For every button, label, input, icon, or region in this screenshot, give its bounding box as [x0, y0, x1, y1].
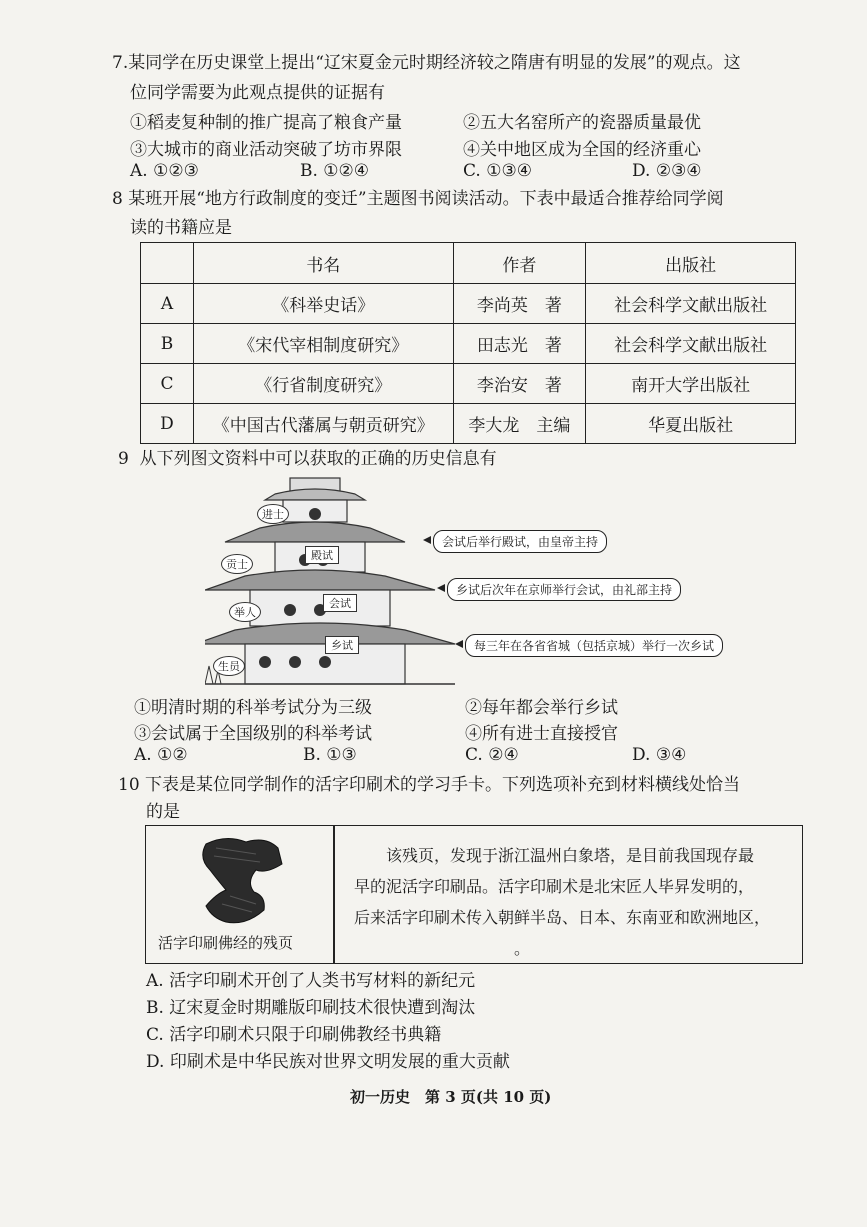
exam-pagoda-diagram [205, 470, 715, 690]
row-label: B [141, 324, 194, 364]
study-card [145, 825, 803, 964]
row-label: D [141, 404, 194, 444]
book-title: 《科举史话》 [193, 284, 453, 324]
q10-option-d: D. 印刷术是中华民族对世界文明发展的重大贡献 [146, 1052, 510, 1072]
q8-stem-line2: 读的书籍应是 [130, 218, 232, 238]
q9-statement-3: ③会试属于全国级别的科举考试 [134, 724, 372, 744]
q9-stem: 9 从下列图文资料中可以获取的正确的历史信息有 [118, 449, 497, 469]
table-header-publisher: 出版社 [586, 243, 796, 284]
card-line-1: 该残页，发现于浙江温州白象塔，是目前我国现存最 [386, 846, 755, 865]
book-title: 《宋代宰相制度研究》 [193, 324, 453, 364]
q10-number: 10 [118, 775, 140, 795]
q10-stem-line2: 的是 [146, 802, 180, 822]
tag-juren: 举人 [229, 602, 261, 622]
book-publisher: 华夏出版社 [586, 404, 796, 444]
q7-statement-1: ①稻麦复种制的推广提高了粮食产量 [130, 113, 402, 133]
tag-gongshi: 贡士 [221, 554, 253, 574]
q7-option-c: C. ①③④ [463, 161, 532, 181]
book-publisher: 南开大学出版社 [586, 364, 796, 404]
image-caption: 活字印刷佛经的残页 [158, 934, 294, 952]
books-table [140, 242, 796, 444]
page-footer: 初一历史 第 3 页(共 10 页) [350, 1088, 552, 1106]
callout-dianshi: 会试后举行殿试，由皇帝主持 [433, 530, 607, 553]
card-paragraph [354, 840, 784, 964]
q9-statement-1: ①明清时期的科举考试分为三级 [134, 698, 372, 718]
tag-jinshi: 进士 [257, 504, 289, 524]
book-author: 李尚英 著 [453, 284, 586, 324]
q7-option-b: B. ①②④ [300, 161, 370, 181]
book-author: 李大龙 主编 [453, 404, 586, 444]
q7-stem-line2: 位同学需要为此观点提供的证据有 [130, 83, 385, 103]
q10-option-a: A. 活字印刷术开创了人类书写材料的新纪元 [146, 971, 476, 991]
callout-huishi: 乡试后次年在京师举行会试，由礼部主持 [447, 578, 681, 601]
book-publisher: 社会科学文献出版社 [586, 324, 796, 364]
fill-in-blank[interactable] [354, 945, 514, 964]
card-line-2: 早的泥活字印刷品。活字印刷术是北宋匠人毕昇发明的， [354, 877, 755, 896]
q9-statement-4: ④所有进士直接授官 [465, 724, 618, 744]
q9-number: 9 [118, 449, 129, 469]
q10-option-c: C. 活字印刷术只限于印刷佛教经书典籍 [146, 1025, 442, 1045]
q7-number: 7. [112, 53, 129, 73]
tag-shengyuan: 生员 [213, 656, 245, 676]
card-line-3: 后来活字印刷术传入朝鲜半岛、日本、东南亚和欧洲地区， [354, 908, 771, 927]
q9-option-c: C. ②④ [465, 745, 519, 765]
book-author: 李治安 著 [453, 364, 586, 404]
floor-dianshi: 殿试 [305, 546, 339, 564]
book-publisher: 社会科学文献出版社 [586, 284, 796, 324]
q7-option-a: A. ①②③ [130, 161, 199, 181]
q8-number: 8 [112, 189, 123, 209]
card-divider [333, 826, 335, 963]
sutra-fragment-image [186, 834, 296, 930]
table-row [141, 324, 796, 364]
book-title: 《中国古代藩属与朝贡研究》 [193, 404, 453, 444]
callout-xiangshi: 每三年在各省省城（包括京城）举行一次乡试 [465, 634, 723, 657]
q8-stem-line1: 8 某班开展“地方行政制度的变迁”主题图书阅读活动。下表中最适合推荐给同学阅 [112, 189, 724, 209]
book-author: 田志光 著 [453, 324, 586, 364]
floor-huishi: 会试 [323, 594, 357, 612]
card-line-end: 。 [514, 939, 531, 958]
table-row [141, 404, 796, 444]
q10-stem-line1: 10 下表是某位同学制作的活字印刷术的学习手卡。下列选项补充到材料横线处恰当 [118, 775, 741, 795]
row-label: C [141, 364, 194, 404]
q9-option-d: D. ③④ [632, 745, 687, 765]
q7-statement-4: ④关中地区成为全国的经济重心 [463, 140, 701, 160]
q9-option-a: A. ①② [134, 745, 188, 765]
book-title: 《行省制度研究》 [193, 364, 453, 404]
q7-option-d: D. ②③④ [632, 161, 702, 181]
row-label: A [141, 284, 194, 324]
floor-xiangshi: 乡试 [325, 636, 359, 654]
table-row [141, 284, 796, 324]
table-header-author: 作者 [453, 243, 586, 284]
q9-statement-2: ②每年都会举行乡试 [465, 698, 618, 718]
card-line-4 [354, 933, 784, 964]
table-header-label [141, 243, 194, 284]
q9-option-b: B. ①③ [303, 745, 357, 765]
q7-stem-line1: 7.某同学在历史课堂上提出“辽宋夏金元时期经济较之隋唐有明显的发展”的观点。这 [112, 53, 741, 73]
table-header-row [141, 243, 796, 284]
table-header-title: 书名 [193, 243, 453, 284]
table-row [141, 364, 796, 404]
q10-option-b: B. 辽宋夏金时期雕版印刷技术很快遭到淘汰 [146, 998, 476, 1018]
q7-statement-2: ②五大名窑所产的瓷器质量最优 [463, 113, 701, 133]
q7-statement-3: ③大城市的商业活动突破了坊市界限 [130, 140, 402, 160]
